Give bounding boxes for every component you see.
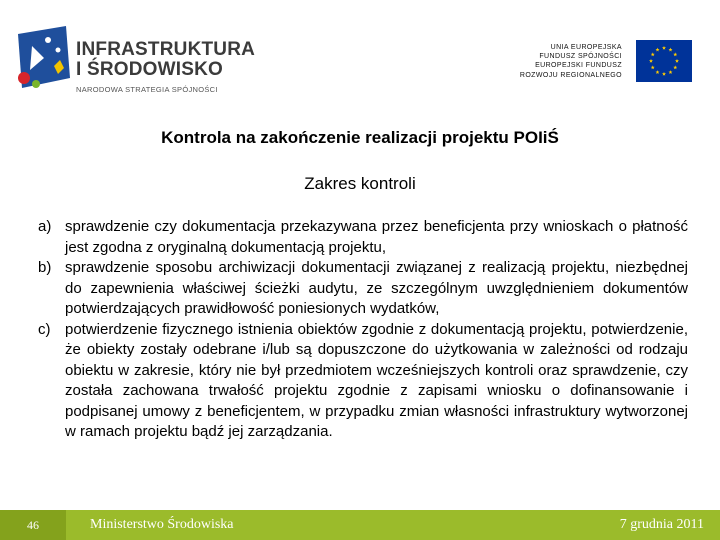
eu-text-line-4: ROZWOJU REGIONALNEGO xyxy=(519,71,622,79)
footer-date: 7 grudnia 2011 xyxy=(619,517,704,532)
scope-list xyxy=(38,217,688,443)
infrastruktura-logo xyxy=(14,26,256,101)
page-title: Kontrola na zakończenie realizacji projektu POIiŚ xyxy=(161,128,559,147)
list-item-text: sprawdzenie czy dokumentacja przekazywana przez beneficjenta przy wnioskach o płatność jest zgodna z oryginalną dokumentacją projektu, xyxy=(65,218,688,256)
page-number: 46 xyxy=(0,510,66,540)
list-item-text: sprawdzenie sposobu archiwizacji dokumentacji związanej z realizacją projektu, niezbędnej do zapewnienia właściwej ścieżki audytu, ze szczególnym uwzględnieniem dokumentów potwierdzających prawidłowość poniesionych wydatków, xyxy=(65,259,688,317)
list-item xyxy=(38,258,688,320)
logo-subtitle: NARODOWA STRATEGIA SPÓJNOŚCI xyxy=(76,85,218,94)
logo-mark-icon xyxy=(14,26,72,92)
eu-text-line-2: FUNDUSZ SPÓJNOŚCI xyxy=(539,53,622,61)
eu-text-line-1: UNIA EUROPEJSKA xyxy=(550,44,622,51)
list-item-marker: a) xyxy=(38,218,52,235)
list-item-marker: c) xyxy=(38,320,51,338)
footer-ministry: Ministerstwo Środowiska xyxy=(90,517,234,532)
eu-text-line-3: EUROPEJSKI FUNDUSZ xyxy=(535,62,622,70)
eu-text xyxy=(502,43,622,80)
list-item xyxy=(38,320,688,443)
logo-title-line1: INFRASTRUKTURA xyxy=(76,39,256,60)
eu-flag-icon xyxy=(636,40,692,82)
eu-logo-block xyxy=(502,40,692,90)
list-item-text: potwierdzenie fizycznego istnienia obiektów zgodnie z dokumentacją projektu, potwierdzenie, że obiekty zostały odebrane i/lub są dopuszczone do użytkowania w zależności od rodzaju obiektu w zakresie, który nie był przedmiotem wcześniejszych kontroli oraz sprawdzenie, czy została zachowana trwałość projektu zgodnie z zapisami wniosku o dofinansowanie i podpisanej umowy z beneficjentem, w przypadku zmian własności infrastruktury wytworzonej w ramach projektu bądź jej zarządzania. xyxy=(65,320,688,440)
list-item-marker: b) xyxy=(38,259,52,276)
footer-bar xyxy=(0,510,720,540)
logo-title-line2: I ŚRODOWISKO xyxy=(76,59,224,80)
logo-text xyxy=(76,40,255,94)
section-subtitle: Zakres kontroli xyxy=(304,174,416,193)
list-item xyxy=(38,217,688,258)
